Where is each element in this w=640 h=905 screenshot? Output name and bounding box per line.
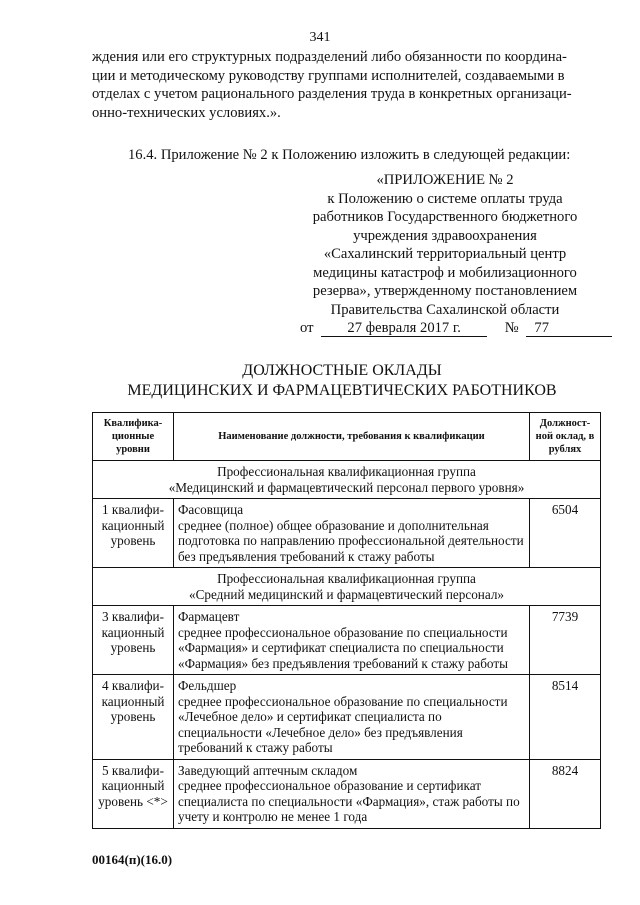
table-row [93, 675, 601, 760]
salary-table [92, 412, 601, 829]
decree-date-line [300, 320, 600, 337]
group-title [93, 568, 601, 606]
appendix-heading [300, 171, 590, 319]
position-cell [174, 499, 530, 568]
group-row [93, 568, 601, 606]
position-title: Фармацевт [178, 609, 240, 624]
document-code: 00164(п)(16.0) [92, 852, 173, 867]
position-cell [174, 759, 530, 828]
group-title [93, 461, 601, 499]
appendix-line: резерва», утвержденному постановлением [312, 283, 578, 299]
document-title [92, 361, 592, 401]
position-title: Заведующий аптечным складом [178, 762, 358, 778]
date-prefix: от [300, 320, 314, 336]
table-header-row [93, 413, 601, 461]
level-cell: 1 квалифи-кационный уровень [93, 499, 174, 568]
title-line: МЕДИЦИНСКИХ И ФАРМАЦЕВТИЧЕСКИХ РАБОТНИКОВ [127, 382, 557, 399]
position-requirements: среднее (полное) общее образование и дополнительная подготовка по направлению профессиональной деятельности без предъявления требований к стажу работы [178, 517, 524, 564]
position-cell [174, 606, 530, 675]
appendix-line: учреждения здравоохранения [353, 227, 537, 244]
decree-date: 27 февраля 2017 г. [321, 321, 487, 337]
position-requirements: среднее профессиональное образование по специальности «Фармация» и сертификат специалиста по специальности «Фармация» без предъявления требований к стажу работы [178, 624, 508, 671]
intro-line: онно-технических условиях.». [92, 104, 281, 121]
header-salary: Должност-ной оклад, в рублях [530, 413, 601, 461]
group-title-line: «Средний медицинский и фармацевтический персонал» [189, 586, 504, 602]
table-row [93, 499, 601, 568]
level-cell: 4 квалифи-кационный уровень [93, 675, 174, 760]
intro-line: ждения или его структурных подразделений либо обязанности по координа- [92, 49, 567, 65]
paragraph-16-4: 16.4. Приложение № 2 к Положению изложить в следующей редакции: [128, 147, 571, 163]
appendix-line: работников Государственного бюджетного [312, 209, 578, 225]
group-row [93, 461, 601, 499]
appendix-line: Правительства Сахалинской области [330, 301, 560, 318]
header-position: Наименование должности, требования к квалификации [174, 413, 530, 461]
group-title-line: Профессиональная квалификационная группа [217, 571, 476, 586]
table-row [93, 606, 601, 675]
salary-cell: 8514 [530, 675, 601, 760]
appendix-line: к Положению о системе оплаты труда [327, 190, 563, 207]
salary-cell: 6504 [530, 499, 601, 568]
intro-line: отделах с учетом рационального разделения труда в конкретных организаци- [92, 86, 572, 102]
appendix-line: «Сахалинский территориальный центр [323, 246, 567, 262]
group-title-line: «Медицинский и фармацевтический персонал первого уровня» [168, 479, 525, 495]
group-title-line: Профессиональная квалификационная группа [217, 464, 476, 479]
position-cell [174, 675, 530, 760]
decree-number: 77 [526, 321, 612, 337]
salary-cell: 8824 [530, 759, 601, 828]
position-requirements: среднее профессиональное образование и сертификат специалиста по специальности «Фармация», стаж работы по учету и контролю не менее 1 года [178, 778, 520, 824]
intro-line: ции и методическому руководству группами исполнителей, создаваемыми в [92, 67, 565, 84]
title-line: ДОЛЖНОСТНЫЕ ОКЛАДЫ [242, 362, 442, 379]
position-requirements: среднее профессиональное образование по специальности «Лечебное дело» и сертификат специалиста по специальности «Лечебное дело» без предъявления требований к стажу работы [178, 693, 508, 755]
header-level: Квалифика-ционные уровни [93, 413, 174, 461]
appendix-line: «ПРИЛОЖЕНИЕ № 2 [376, 172, 514, 188]
number-sign: № [504, 320, 519, 336]
intro-paragraph [92, 48, 580, 122]
level-cell: 3 квалифи-кационный уровень [93, 606, 174, 675]
level-cell: 5 квалифи-кационный уровень <*> [93, 759, 174, 828]
appendix-line: медицины катастроф и мобилизационного [313, 264, 577, 281]
table-row [93, 759, 601, 828]
position-title: Фасовщица [178, 502, 244, 517]
page-number: 341 [309, 30, 331, 45]
salary-cell: 7739 [530, 606, 601, 675]
position-title: Фельдшер [178, 678, 237, 693]
